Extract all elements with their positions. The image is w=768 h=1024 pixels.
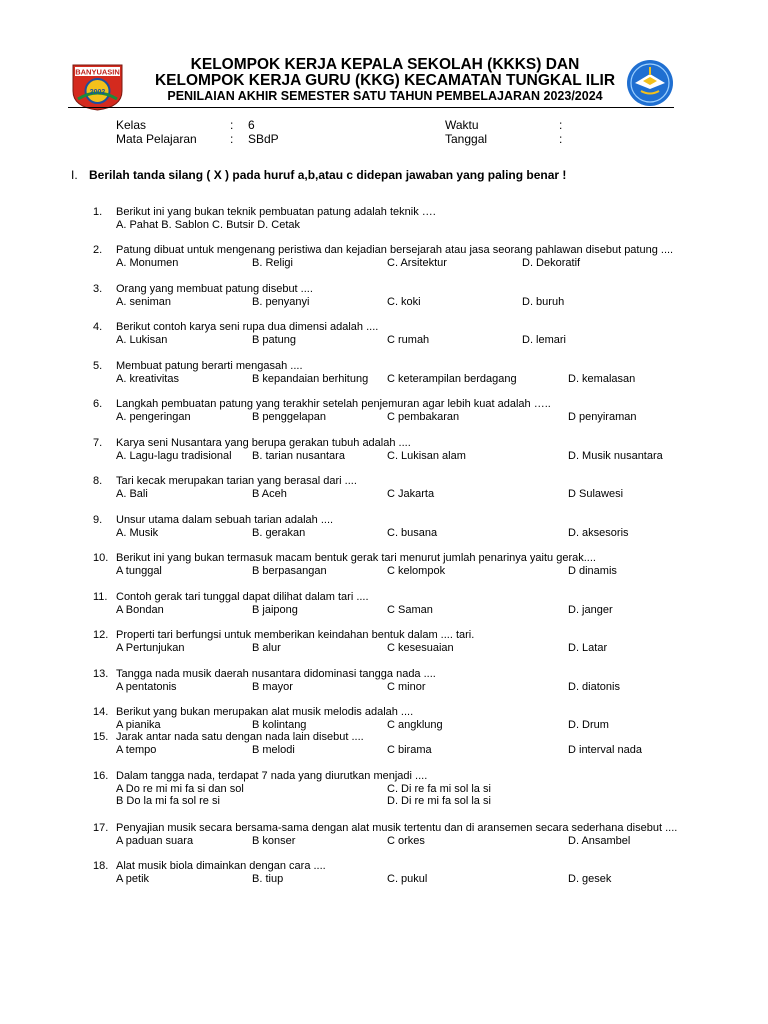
mapel-label: Mata Pelajaran <box>116 132 197 146</box>
kelas-label: Kelas <box>116 118 147 132</box>
header-divider <box>68 107 674 108</box>
question-number: 1. <box>93 206 103 218</box>
question-stem: Tangga nada musik daerah nusantara didominasi tangga nada .... <box>116 668 436 680</box>
answer-option[interactable]: B melodi <box>252 744 295 756</box>
answer-option[interactable]: B. tiup <box>252 873 284 885</box>
question-stem: Karya seni Nusantara yang berupa gerakan tubuh adalah .... <box>116 437 411 449</box>
answer-option[interactable]: D. Drum <box>568 719 609 731</box>
answer-option[interactable]: A. Pahat B. Sablon C. Butsir D. Cetak <box>116 219 301 231</box>
question-stem: Penyajian musik secara bersama-sama dengan alat musik tertentu dan di aransemen secara sederhana disebut .... <box>116 822 678 834</box>
answer-option[interactable]: A Pertunjukan <box>116 642 185 654</box>
answer-option[interactable]: D. buruh <box>522 296 565 308</box>
answer-option[interactable]: A petik <box>116 873 150 885</box>
answer-option[interactable]: C keterampilan berdagang <box>387 373 517 385</box>
answer-option[interactable]: A. Lagu-lagu tradisional <box>116 450 232 462</box>
instruction-number: I. <box>71 168 78 182</box>
answer-option[interactable]: B. Religi <box>252 257 293 269</box>
answer-option[interactable]: C. Di re fa mi sol la si <box>387 783 491 795</box>
question-number: 11. <box>93 591 108 603</box>
answer-option[interactable]: B konser <box>252 835 296 847</box>
answer-option[interactable]: A. Musik <box>116 527 159 539</box>
question-stem: Langkah pembuatan patung yang terakhir setelah penjemuran agar lebih kuat adalah ….. <box>116 398 551 410</box>
answer-option[interactable]: B berpasangan <box>252 565 327 577</box>
tanggal-label: Tanggal <box>445 132 488 146</box>
answer-option[interactable]: D. janger <box>568 604 613 616</box>
question-stem: Tari kecak merupakan tarian yang berasal dari .... <box>116 475 357 487</box>
answer-option[interactable]: B Do la mi fa sol re si <box>116 795 220 807</box>
answer-option[interactable]: D interval nada <box>568 744 642 756</box>
answer-option[interactable]: C pembakaran <box>387 411 460 423</box>
answer-option[interactable]: B kolintang <box>252 719 307 731</box>
question-stem: Orang yang membuat patung disebut .... <box>116 283 313 295</box>
question-number: 8. <box>93 475 103 487</box>
answer-option[interactable]: D. Di re mi fa sol la si <box>387 795 491 807</box>
kelas-colon: : <box>230 118 234 132</box>
question-number: 4. <box>93 321 103 333</box>
question-stem: Membuat patung berarti mengasah .... <box>116 360 303 372</box>
answer-option[interactable]: A tempo <box>116 744 157 756</box>
answer-option[interactable]: C. pukul <box>387 873 428 885</box>
answer-option[interactable]: C Jakarta <box>387 488 435 500</box>
answer-option[interactable]: A Do re mi mi fa si dan sol <box>116 783 244 795</box>
answer-option[interactable]: C angklung <box>387 719 443 731</box>
question-number: 10. <box>93 552 109 564</box>
answer-option[interactable]: C. Arsitektur <box>387 257 447 269</box>
answer-option[interactable]: B. gerakan <box>252 527 306 539</box>
answer-option[interactable]: B. tarian nusantara <box>252 450 345 462</box>
answer-option[interactable]: D. Musik nusantara <box>568 450 663 462</box>
question-stem: Alat musik biola dimainkan dengan cara .... <box>116 860 326 872</box>
answer-option[interactable]: C birama <box>387 744 432 756</box>
answer-option[interactable]: D. Latar <box>568 642 608 654</box>
answer-option[interactable]: B kepandaian berhitung <box>252 373 369 385</box>
question-number: 5. <box>93 360 103 372</box>
question-number: 12. <box>93 629 109 641</box>
question-number: 18. <box>93 860 109 872</box>
question-number: 17. <box>93 822 109 834</box>
answer-option[interactable]: C. Lukisan alam <box>387 450 466 462</box>
instruction <box>71 168 566 182</box>
answer-option[interactable]: A. seniman <box>116 296 172 308</box>
answer-option[interactable]: C. busana <box>387 527 438 539</box>
question-stem: Unsur utama dalam sebuah tarian adalah .... <box>116 514 334 526</box>
answer-option[interactable]: A. Monumen <box>116 257 179 269</box>
answer-option[interactable]: C Saman <box>387 604 433 616</box>
answer-option[interactable]: D dinamis <box>568 565 617 577</box>
header-line-1: KELOMPOK KERJA KEPALA SEKOLAH (KKKS) DAN <box>190 56 580 73</box>
answer-option[interactable]: A. pengeringan <box>116 411 191 423</box>
question-stem: Berikut contoh karya seni rupa dua dimensi adalah .... <box>116 321 379 333</box>
answer-option[interactable]: D. diatonis <box>568 681 620 693</box>
answer-option[interactable]: B patung <box>252 334 297 346</box>
answer-option[interactable]: C kesesuaian <box>387 642 454 654</box>
question-number: 14. <box>93 706 109 718</box>
question-stem: Properti tari berfungsi untuk memberikan keindahan bentuk dalam .... tari. <box>116 629 475 641</box>
answer-option[interactable]: D penyiraman <box>568 411 637 423</box>
kelas-value: 6 <box>248 118 255 132</box>
answer-option[interactable]: A. Lukisan <box>116 334 168 346</box>
instruction-text: Berilah tanda silang ( X ) pada huruf a,b,atau c didepan jawaban yang paling benar ! <box>89 168 567 182</box>
question-stem: Jarak antar nada satu dengan nada lain disebut .... <box>116 731 364 743</box>
answer-option[interactable]: D. Dekoratif <box>522 257 581 269</box>
question-stem: Patung dibuat untuk mengenang peristiwa dan kejadian bersejarah atau jasa seorang pahlawan disebut patung .... <box>116 244 674 256</box>
answer-option[interactable]: D. aksesoris <box>568 527 629 539</box>
question-number: 6. <box>93 398 103 410</box>
waktu-colon: : <box>559 118 563 132</box>
header-line-3: PENILAIAN AKHIR SEMESTER SATU TAHUN PEMBELAJARAN 2023/2024 <box>167 89 603 103</box>
question-stem: Berikut yang bukan merupakan alat musik melodis adalah .... <box>116 706 414 718</box>
question-stem: Dalam tangga nada, terdapat 7 nada yang diurutkan menjadi .... <box>116 770 428 782</box>
answer-option[interactable]: C. koki <box>387 296 421 308</box>
header-line-2: KELOMPOK KERJA GURU (KKG) KECAMATAN TUNGKAL ILIR <box>154 72 616 89</box>
answer-option[interactable]: A pentatonis <box>116 681 177 693</box>
answer-option[interactable]: D. lemari <box>522 334 567 346</box>
svg-text:2002: 2002 <box>89 89 106 96</box>
answer-option[interactable]: D. gesek <box>568 873 612 885</box>
mapel-value: SBdP <box>248 132 279 146</box>
answer-option[interactable]: B penggelapan <box>252 411 327 423</box>
answer-option[interactable]: B. penyanyi <box>252 296 310 308</box>
svg-text:BANYUASIN: BANYUASIN <box>75 67 120 77</box>
question-number: 16. <box>93 770 109 782</box>
answer-option[interactable]: B alur <box>252 642 281 654</box>
answer-option[interactable]: C minor <box>387 681 426 693</box>
answer-option[interactable]: A Bondan <box>116 604 164 616</box>
answer-option[interactable]: D. kemalasan <box>568 373 636 385</box>
answer-option[interactable]: D Sulawesi <box>568 488 624 500</box>
question-number: 7. <box>93 437 103 449</box>
answer-option[interactable]: A. kreativitas <box>116 373 179 385</box>
tanggal-colon: : <box>559 132 563 146</box>
question-stem: Berikut ini yang bukan teknik pembuatan patung adalah teknik …. <box>116 206 436 218</box>
question-number: 13. <box>93 668 109 680</box>
answer-option[interactable]: C orkes <box>387 835 425 847</box>
banyuasin-logo <box>70 61 125 111</box>
question-number: 3. <box>93 283 103 295</box>
answer-option[interactable]: A paduan suara <box>116 835 194 847</box>
answer-option[interactable]: A. Bali <box>116 488 148 500</box>
answer-option[interactable]: A pianika <box>116 719 161 731</box>
question-number: 2. <box>93 244 103 256</box>
waktu-label: Waktu <box>445 118 479 132</box>
mapel-colon: : <box>230 132 234 146</box>
question-stem: Berikut ini yang bukan termasuk macam bentuk gerak tari menurut jumlah penarinya yaitu gerak.... <box>116 552 596 564</box>
answer-option[interactable]: C kelompok <box>387 565 446 577</box>
answer-option[interactable]: C rumah <box>387 334 430 346</box>
answer-option[interactable]: B mayor <box>252 681 293 693</box>
answer-option[interactable]: B Aceh <box>252 488 287 500</box>
question-number: 15. <box>93 731 109 743</box>
answer-option[interactable]: A tunggal <box>116 565 162 577</box>
question-stem: Contoh gerak tari tunggal dapat dilihat dalam tari .... <box>116 591 369 603</box>
answer-option[interactable]: B jaipong <box>252 604 298 616</box>
answer-option[interactable]: D. Ansambel <box>568 835 631 847</box>
question-number: 9. <box>93 514 103 526</box>
